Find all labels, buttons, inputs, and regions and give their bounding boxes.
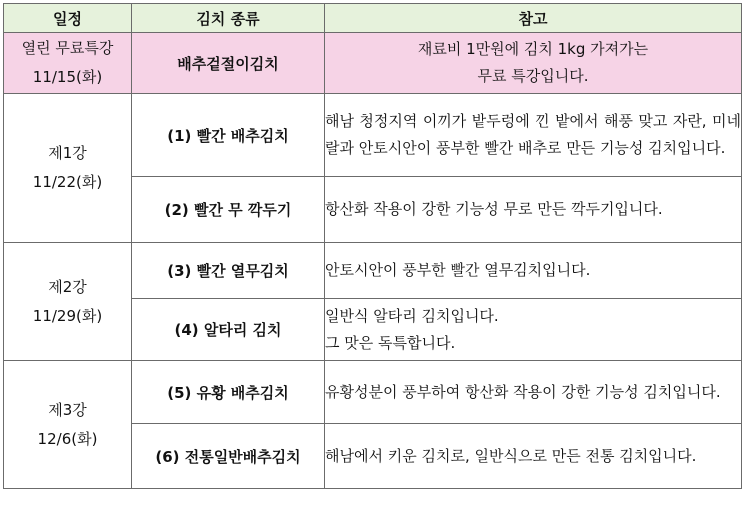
kimchi-note bbox=[325, 299, 742, 361]
session-date: 11/29(화) bbox=[32, 306, 103, 325]
header-kimchi-type: 김치 종류 bbox=[132, 4, 325, 33]
free-lecture-kimchi: 배추겉절이김치 bbox=[132, 33, 325, 94]
free-lecture-date-cell bbox=[4, 33, 132, 94]
session-3-cell bbox=[4, 361, 132, 489]
kimchi-note-line: 일반식 알타리 김치입니다. bbox=[325, 306, 499, 325]
header-row bbox=[4, 4, 742, 33]
session-name: 제1강 bbox=[48, 144, 87, 162]
kimchi-note: 해남에서 키운 김치로, 일반식으로 만든 전통 김치입니다. bbox=[325, 424, 742, 489]
session-name: 제3강 bbox=[48, 400, 87, 419]
session-name: 제2강 bbox=[48, 277, 87, 296]
kimchi-name: (2) 빨간 무 깍두기 bbox=[132, 177, 325, 243]
kimchi-note: 안토시안이 풍부한 빨간 열무김치입니다. bbox=[325, 243, 742, 299]
kimchi-name: (3) 빨간 열무김치 bbox=[132, 243, 325, 299]
table-row bbox=[4, 243, 742, 299]
kimchi-name: (6) 전통일반배추김치 bbox=[132, 424, 325, 489]
kimchi-note-line: 그 맛은 독특합니다. bbox=[325, 333, 456, 352]
free-lecture-label: 열린 무료특강 bbox=[21, 39, 114, 57]
free-lecture-note bbox=[325, 33, 742, 94]
kimchi-name: (4) 알타리 김치 bbox=[132, 299, 325, 361]
kimchi-note: 유황성분이 풍부하여 항산화 작용이 강한 기능성 김치입니다. bbox=[325, 361, 742, 424]
header-date: 일정 bbox=[4, 4, 132, 33]
table-row bbox=[4, 94, 742, 177]
kimchi-note: 해남 청정지역 이끼가 밭두렁에 낀 밭에서 해풍 맞고 자란, 미네랄과 안토시안이 풍부한 빨간 배추로 만든 기능성 김치입니다. bbox=[325, 94, 742, 177]
kimchi-name: (1) 빨간 배추김치 bbox=[132, 94, 325, 177]
session-1-cell bbox=[4, 94, 132, 243]
kimchi-note: 항산화 작용이 강한 기능성 무로 만든 깍두기입니다. bbox=[325, 177, 742, 243]
header-note: 참고 bbox=[325, 4, 742, 33]
kimchi-class-schedule-table bbox=[3, 3, 742, 489]
free-lecture-note-line: 무료 특강입니다. bbox=[477, 67, 589, 85]
free-lecture-note-line: 재료비 1만원에 김치 1kg 가져가는 bbox=[417, 40, 649, 58]
table-row bbox=[4, 361, 742, 424]
session-date: 12/6(화) bbox=[37, 429, 98, 448]
kimchi-name: (5) 유황 배추김치 bbox=[132, 361, 325, 424]
free-lecture-row bbox=[4, 33, 742, 94]
session-date: 11/22(화) bbox=[32, 173, 103, 191]
session-2-cell bbox=[4, 243, 132, 361]
free-lecture-date: 11/15(화) bbox=[32, 68, 103, 86]
